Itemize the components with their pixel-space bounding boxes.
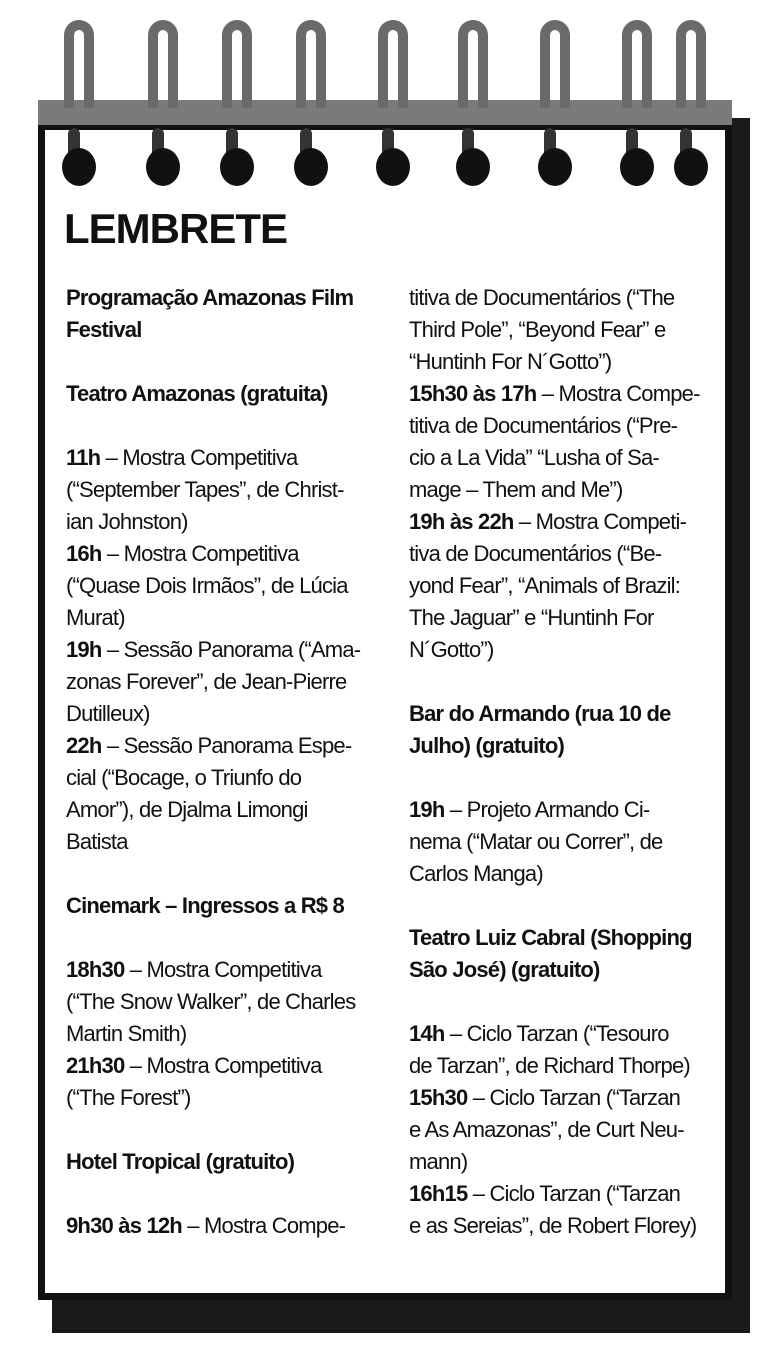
paragraph-gap	[409, 666, 709, 698]
schedule-line-text: Murat)	[66, 605, 125, 630]
schedule-line	[66, 506, 386, 538]
schedule-line	[66, 378, 386, 410]
paragraph-gap	[66, 858, 386, 890]
schedule-line-bold: 16h15	[409, 1181, 468, 1206]
schedule-line	[409, 1018, 709, 1050]
schedule-line	[409, 1082, 709, 1114]
schedule-line-text: – Sessão Panorama (“Ama-	[101, 637, 361, 662]
schedule-line	[409, 602, 709, 634]
schedule-line	[409, 1178, 709, 1210]
schedule-line-text: “Huntinh For N´Gotto”)	[409, 349, 612, 374]
schedule-line	[409, 730, 709, 762]
schedule-line	[409, 1210, 709, 1242]
schedule-line	[409, 474, 709, 506]
schedule-line	[66, 442, 386, 474]
schedule-line-text: Batista	[66, 829, 128, 854]
spiral-ring	[670, 20, 714, 140]
schedule-line	[409, 1146, 709, 1178]
spiral-ring	[142, 20, 186, 140]
spiral-ring	[216, 20, 260, 140]
schedule-line-text: – Ciclo Tarzan (“Tarzan	[467, 1085, 681, 1110]
schedule-line	[66, 282, 386, 314]
schedule-column-left	[66, 282, 386, 1242]
schedule-line-bold: 22h	[66, 733, 102, 758]
schedule-line-text: tiva de Documentários (“Be-	[409, 541, 662, 566]
schedule-line	[409, 442, 709, 474]
schedule-line-bold: Julho) (gratuito)	[409, 733, 565, 758]
schedule-line	[66, 602, 386, 634]
schedule-line	[66, 1050, 386, 1082]
schedule-line	[66, 314, 386, 346]
schedule-line-text: e As Amazonas”, de Curt Neu-	[409, 1117, 684, 1142]
paragraph-gap	[66, 410, 386, 442]
schedule-line-text: nema (“Matar ou Correr”, de	[409, 829, 663, 854]
schedule-line	[66, 954, 386, 986]
schedule-line	[409, 1114, 709, 1146]
schedule-line-text: (“The Snow Walker”, de Charles	[66, 989, 356, 1014]
schedule-line	[66, 1146, 386, 1178]
schedule-column-right	[409, 282, 709, 1242]
schedule-line	[409, 378, 709, 410]
schedule-line	[409, 570, 709, 602]
schedule-line-text: The Jaguar” e “Huntinh For	[409, 605, 654, 630]
schedule-line-bold: Bar do Armando (rua 10 de	[409, 701, 671, 726]
schedule-line-text: – Ciclo Tarzan (“Tesouro	[444, 1021, 669, 1046]
schedule-line	[66, 890, 386, 922]
schedule-line	[409, 282, 709, 314]
schedule-line	[409, 634, 709, 666]
schedule-line-text: – Mostra Competitiva	[100, 445, 298, 470]
schedule-line	[66, 1210, 386, 1242]
schedule-line	[409, 698, 709, 730]
schedule-line	[66, 698, 386, 730]
schedule-line	[66, 986, 386, 1018]
schedule-line-bold: 19h	[409, 797, 445, 822]
schedule-line-text: cio a La Vida” “Lusha of Sa-	[409, 445, 659, 470]
schedule-line-text: – Mostra Compe-	[536, 381, 700, 406]
schedule-line-text: (“September Tapes”, de Christ-	[66, 477, 344, 502]
schedule-line-bold: São José) (gratuito)	[409, 957, 600, 982]
schedule-line	[66, 730, 386, 762]
schedule-line-text: – Mostra Competi-	[513, 509, 687, 534]
schedule-line-bold: 16h	[66, 541, 102, 566]
schedule-line-text: – Projeto Armando Ci-	[444, 797, 650, 822]
schedule-line	[66, 666, 386, 698]
schedule-line-text: Carlos Manga)	[409, 861, 543, 886]
schedule-line-bold: Teatro Amazonas (gratuita)	[66, 381, 328, 406]
schedule-line	[409, 954, 709, 986]
schedule-line-text: cial (“Bocage, o Triunfo do	[66, 765, 302, 790]
paragraph-gap	[409, 986, 709, 1018]
schedule-line-text: Martin Smith)	[66, 1021, 187, 1046]
spiral-ring	[616, 20, 660, 140]
schedule-line-text: N´Gotto”)	[409, 637, 494, 662]
schedule-line-bold: 21h30	[66, 1053, 125, 1078]
schedule-line-text: titiva de Documentários (“Pre-	[409, 413, 678, 438]
spiral-ring	[372, 20, 416, 140]
schedule-line	[66, 634, 386, 666]
schedule-line-bold: 18h30	[66, 957, 125, 982]
schedule-line-bold: 9h30 às 12h	[66, 1213, 182, 1238]
spiral-ring	[452, 20, 496, 140]
schedule-line-text: Third Pole”, “Beyond Fear” e	[409, 317, 666, 342]
schedule-line-text: Amor”), de Djalma Limongi	[66, 797, 308, 822]
page-title: LEMBRETE	[64, 205, 287, 252]
schedule-line-text: Dutilleux)	[66, 701, 150, 726]
spiral-ring	[58, 20, 102, 140]
schedule-line-text: yond Fear”, “Animals of Brazil:	[409, 573, 681, 598]
schedule-line-bold: 15h30 às 17h	[409, 381, 537, 406]
schedule-line	[409, 410, 709, 442]
schedule-line-bold: 19h	[66, 637, 102, 662]
schedule-line-text: ian Johnston)	[66, 509, 188, 534]
schedule-line-text: (“The Forest”)	[66, 1085, 191, 1110]
schedule-line	[66, 570, 386, 602]
schedule-line	[66, 826, 386, 858]
spiral-ring	[534, 20, 578, 140]
schedule-line	[66, 474, 386, 506]
schedule-line	[409, 1050, 709, 1082]
schedule-line	[66, 1018, 386, 1050]
schedule-line-text: – Sessão Panorama Espe-	[101, 733, 352, 758]
schedule-line	[409, 506, 709, 538]
paragraph-gap	[66, 1178, 386, 1210]
schedule-line	[409, 346, 709, 378]
schedule-line-text: (“Quase Dois Irmãos”, de Lúcia	[66, 573, 348, 598]
schedule-line	[66, 762, 386, 794]
schedule-line	[66, 1082, 386, 1114]
schedule-line-bold: Festival	[66, 317, 142, 342]
schedule-line-bold: 14h	[409, 1021, 445, 1046]
schedule-line-bold: 11h	[66, 445, 101, 470]
schedule-line-text: mage – Them and Me”)	[409, 477, 623, 502]
paragraph-gap	[66, 1114, 386, 1146]
schedule-line-text: zonas Forever”, de Jean-Pierre	[66, 669, 347, 694]
schedule-line-text: – Ciclo Tarzan (“Tarzan	[467, 1181, 681, 1206]
schedule-line-bold: Cinemark – Ingressos a R$ 8	[66, 893, 344, 918]
paragraph-gap	[409, 890, 709, 922]
schedule-line	[66, 538, 386, 570]
schedule-line	[66, 794, 386, 826]
paragraph-gap	[66, 922, 386, 954]
schedule-line	[409, 858, 709, 890]
schedule-line	[409, 314, 709, 346]
schedule-line	[409, 538, 709, 570]
schedule-line-bold: Programação Amazonas Film	[66, 285, 354, 310]
schedule-line-text: titiva de Documentários (“The	[409, 285, 675, 310]
schedule-line	[409, 794, 709, 826]
schedule-line-bold: 19h às 22h	[409, 509, 514, 534]
schedule-line-text: e as Sereias”, de Robert Florey)	[409, 1213, 697, 1238]
schedule-line-text: – Mostra Competitiva	[124, 1053, 322, 1078]
schedule-line-text: – Mostra Competitiva	[124, 957, 322, 982]
schedule-line-text: de Tarzan”, de Richard Thorpe)	[409, 1053, 690, 1078]
paragraph-gap	[66, 346, 386, 378]
schedule-line-bold: Teatro Luiz Cabral (Shopping	[409, 925, 692, 950]
schedule-line-text: – Mostra Compe-	[181, 1213, 346, 1238]
schedule-line	[409, 826, 709, 858]
spiral-ring	[290, 20, 334, 140]
schedule-line-bold: Hotel Tropical (gratuito)	[66, 1149, 295, 1174]
schedule-line	[409, 922, 709, 954]
paragraph-gap	[409, 762, 709, 794]
schedule-line-bold: 15h30	[409, 1085, 468, 1110]
schedule-line-text: mann)	[409, 1149, 468, 1174]
schedule-line-text: – Mostra Competitiva	[101, 541, 299, 566]
